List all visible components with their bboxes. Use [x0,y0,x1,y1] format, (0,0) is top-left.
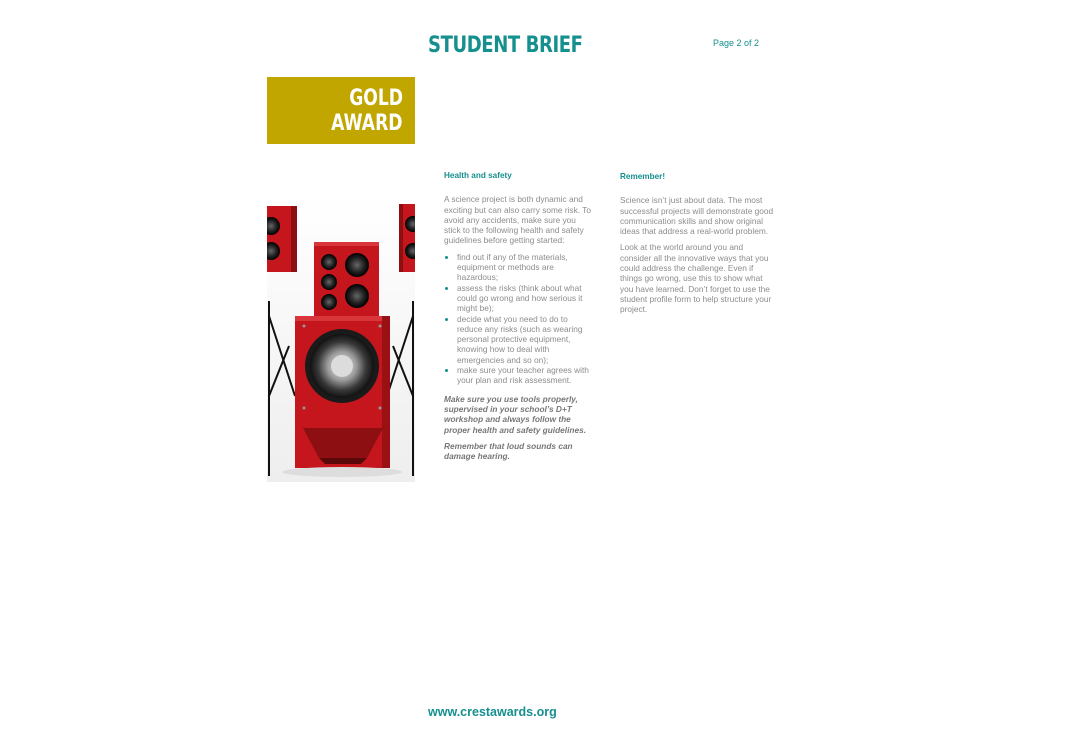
tools-safety-note: Make sure you use tools properly, supervised in your school’s D+T workshop and always follow the proper health and safety guidelines. [444,393,586,435]
remember-paragraph-2: Look at the world around you and consider all the innovative ways that you could address the challenge. Even if things go wrong, use this to show what you have learned. Don’t forget to use the student profile form to help structure your project. [620,242,772,315]
website-link[interactable]: www.crestawards.org [428,705,557,719]
award-badge [267,77,415,144]
list-item: decide what you need to do to reduce any risks (such as wearing personal protective equipment, knowing how to deal with emergencies and so on); [444,314,594,365]
remember-heading: Remember! [620,172,666,181]
list-item: make sure your teacher agrees with your plan and risk assessment. [444,365,594,386]
award-line-1: GOLD [349,86,403,111]
health-safety-column [444,171,594,467]
health-safety-intro: A science project is both dynamic and exciting but can also carry some risk. To avoid any accidents, make sure you stick to the following health and safety guidelines before getting started: [444,194,591,246]
page-title: STUDENT BRIEF [428,33,583,58]
award-line-2: AWARD [331,111,403,136]
speakers-image [267,196,415,482]
remember-paragraph-1: Science isn’t just about data. The most successful projects will demonstrate good communication skills and show original ideas that address a real-world problem. [620,195,774,237]
health-safety-heading: Health and safety [444,171,512,180]
hearing-safety-note: Remember that loud sounds can damage hearing. [444,440,573,462]
remember-column [620,172,776,321]
page-indicator: Page 2 of 2 [713,38,760,48]
list-item: find out if any of the materials, equipment or methods are hazardous; [444,252,594,283]
list-item: assess the risks (think about what could go wrong and how serious it might be); [444,283,594,314]
safety-guidelines-list [444,252,594,386]
